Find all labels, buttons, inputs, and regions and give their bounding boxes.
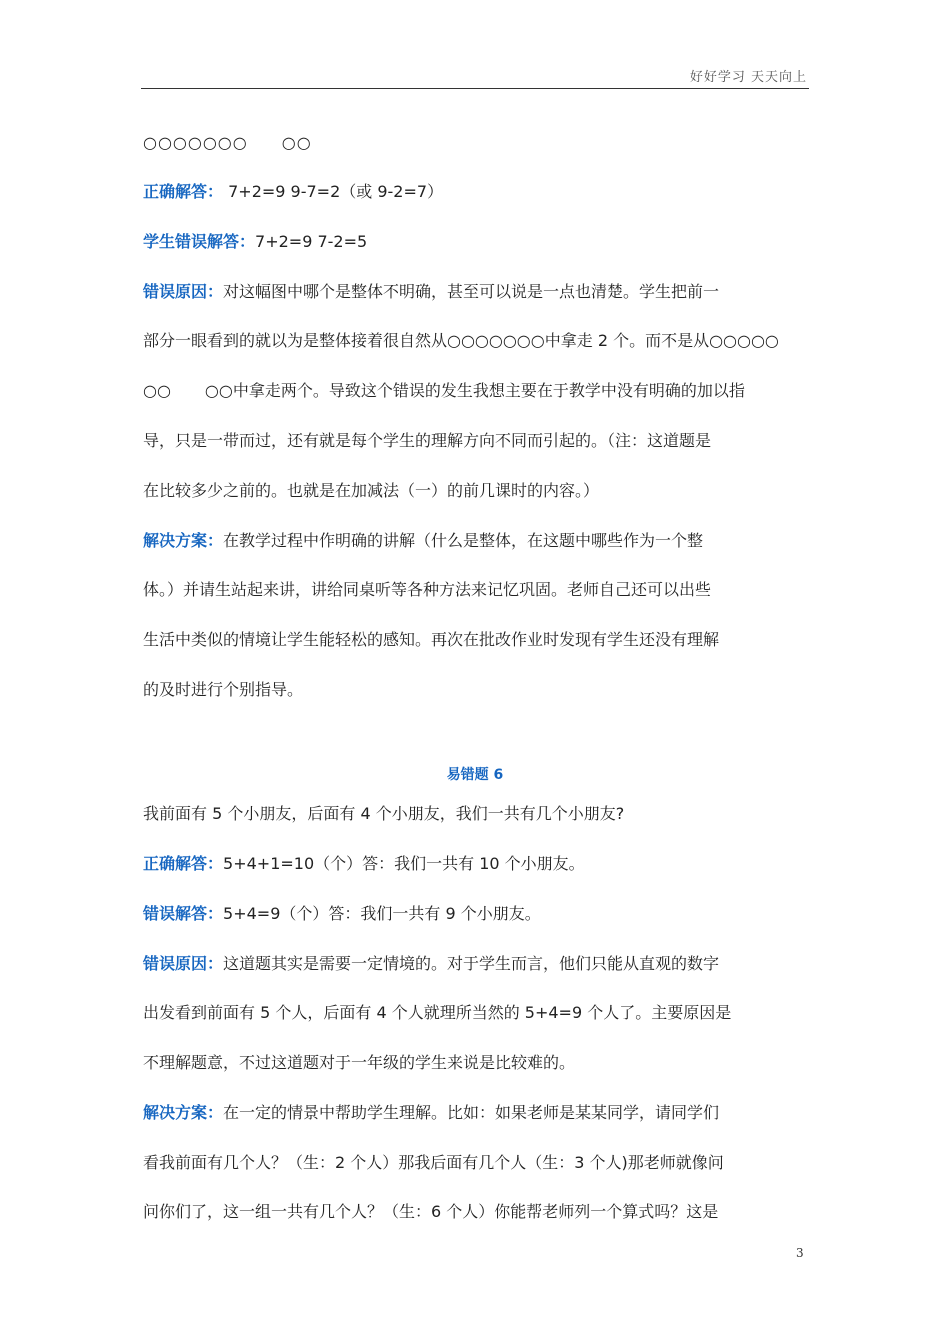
correct-answer-1 [143, 181, 823, 203]
reason-line-3-text: ○○中拿走两个。导致这个错误的发生我想主要在于教学中没有明确的加以指 [204, 381, 745, 400]
circles-right: ○○ [281, 133, 312, 152]
correct-answer-text: 5+4+1=10（个）答：我们一共有 10 个小朋友。 [223, 854, 585, 873]
correct-answer-text: 7+2=9 9-7=2（或 9-2=7） [228, 182, 444, 201]
wrong-answer-label: 错误解答： [143, 904, 224, 923]
reason-label: 错误原因： [143, 954, 224, 973]
reason-line-3-circles: ○○ [143, 381, 171, 400]
solution2-line-3: 问你们了，这一组一共有几个人？（生：6 个人）你能帮老师列一个算式吗？这是 [143, 1202, 719, 1221]
wrong-answer-text: 7+2=9 7-2=5 [255, 232, 368, 251]
reason2-line-2: 出发看到前面有 5 个人，后面有 4 个人就理所当然的 5+4=9 个人了。主要原因是 [143, 1003, 732, 1022]
wrong-answer-label: 学生错误解答： [143, 232, 256, 251]
correct-answer-label: 正确解答： [143, 854, 224, 873]
solution-text: 在教学过程中作明确的讲解（什么是整体，在这题中哪些作为一个整 [223, 531, 704, 550]
reason-line-3 [143, 380, 823, 402]
reason-text: 这道题其实是需要一定情境的。对于学生而言，他们只能从直观的数字 [223, 954, 720, 973]
solution-line-3: 生活中类似的情境让学生能轻松的感知。再次在批改作业时发现有学生还没有理解 [143, 630, 720, 649]
page-header [141, 62, 809, 89]
correct-answer-label: 正确解答： [143, 182, 224, 201]
circles-row [143, 132, 823, 154]
reason-line-4: 导，只是一带而过，还有就是每个学生的理解方向不同而引起的。（注：这道题是 [143, 431, 712, 450]
circles-left: ○○○○○○○ [143, 133, 248, 152]
solution-label: 解决方案： [143, 1103, 224, 1122]
page-number: 3 [796, 1246, 804, 1260]
reason-label: 错误原因： [143, 282, 224, 301]
solution-line-1 [143, 530, 823, 552]
wrong-answer-text: 5+4=9（个）答：我们一共有 9 个小朋友。 [223, 904, 541, 923]
reason2-line-1 [143, 953, 823, 975]
wrong-answer-1 [143, 231, 823, 253]
solution-line-4: 的及时进行个别指导。 [143, 680, 304, 699]
solution2-line-2: 看我前面有几个人？（生：2 个人）那我后面有几个人（生：3 个人)那老师就像问 [143, 1153, 724, 1172]
solution2-line-1 [143, 1102, 823, 1124]
reason2-line-3: 不理解题意，不过这道题对于一年级的学生来说是比较难的。 [143, 1053, 576, 1072]
reason-line-2: 部分一眼看到的就以为是整体接着很自然从○○○○○○○中拿走 2 个。而不是从○○○○○ [143, 331, 779, 350]
solution-text: 在一定的情景中帮助学生理解。比如：如果老师是某某同学，请同学们 [223, 1103, 720, 1122]
reason-line-5: 在比较多少之前的。也就是在加减法（一）的前几课时的内容。） [143, 481, 600, 500]
wrong-answer-2 [143, 903, 823, 925]
question-text: 我前面有 5 个小朋友，后面有 4 个小朋友，我们一共有几个小朋友? [143, 804, 625, 823]
correct-answer-2 [143, 853, 823, 875]
reason-text: 对这幅图中哪个是整体不明确，甚至可以说是一点也清楚。学生把前一 [223, 282, 720, 301]
header-text: 好好学习 天天向上 [689, 70, 807, 85]
solution-line-2: 体。）并请生站起来讲，讲给同桌听等各种方法来记忆巩固。老师自己还可以出些 [143, 580, 712, 599]
reason-line-1 [143, 281, 823, 303]
solution-label: 解决方案： [143, 531, 224, 550]
section-title: 易错题 6 [446, 767, 504, 783]
